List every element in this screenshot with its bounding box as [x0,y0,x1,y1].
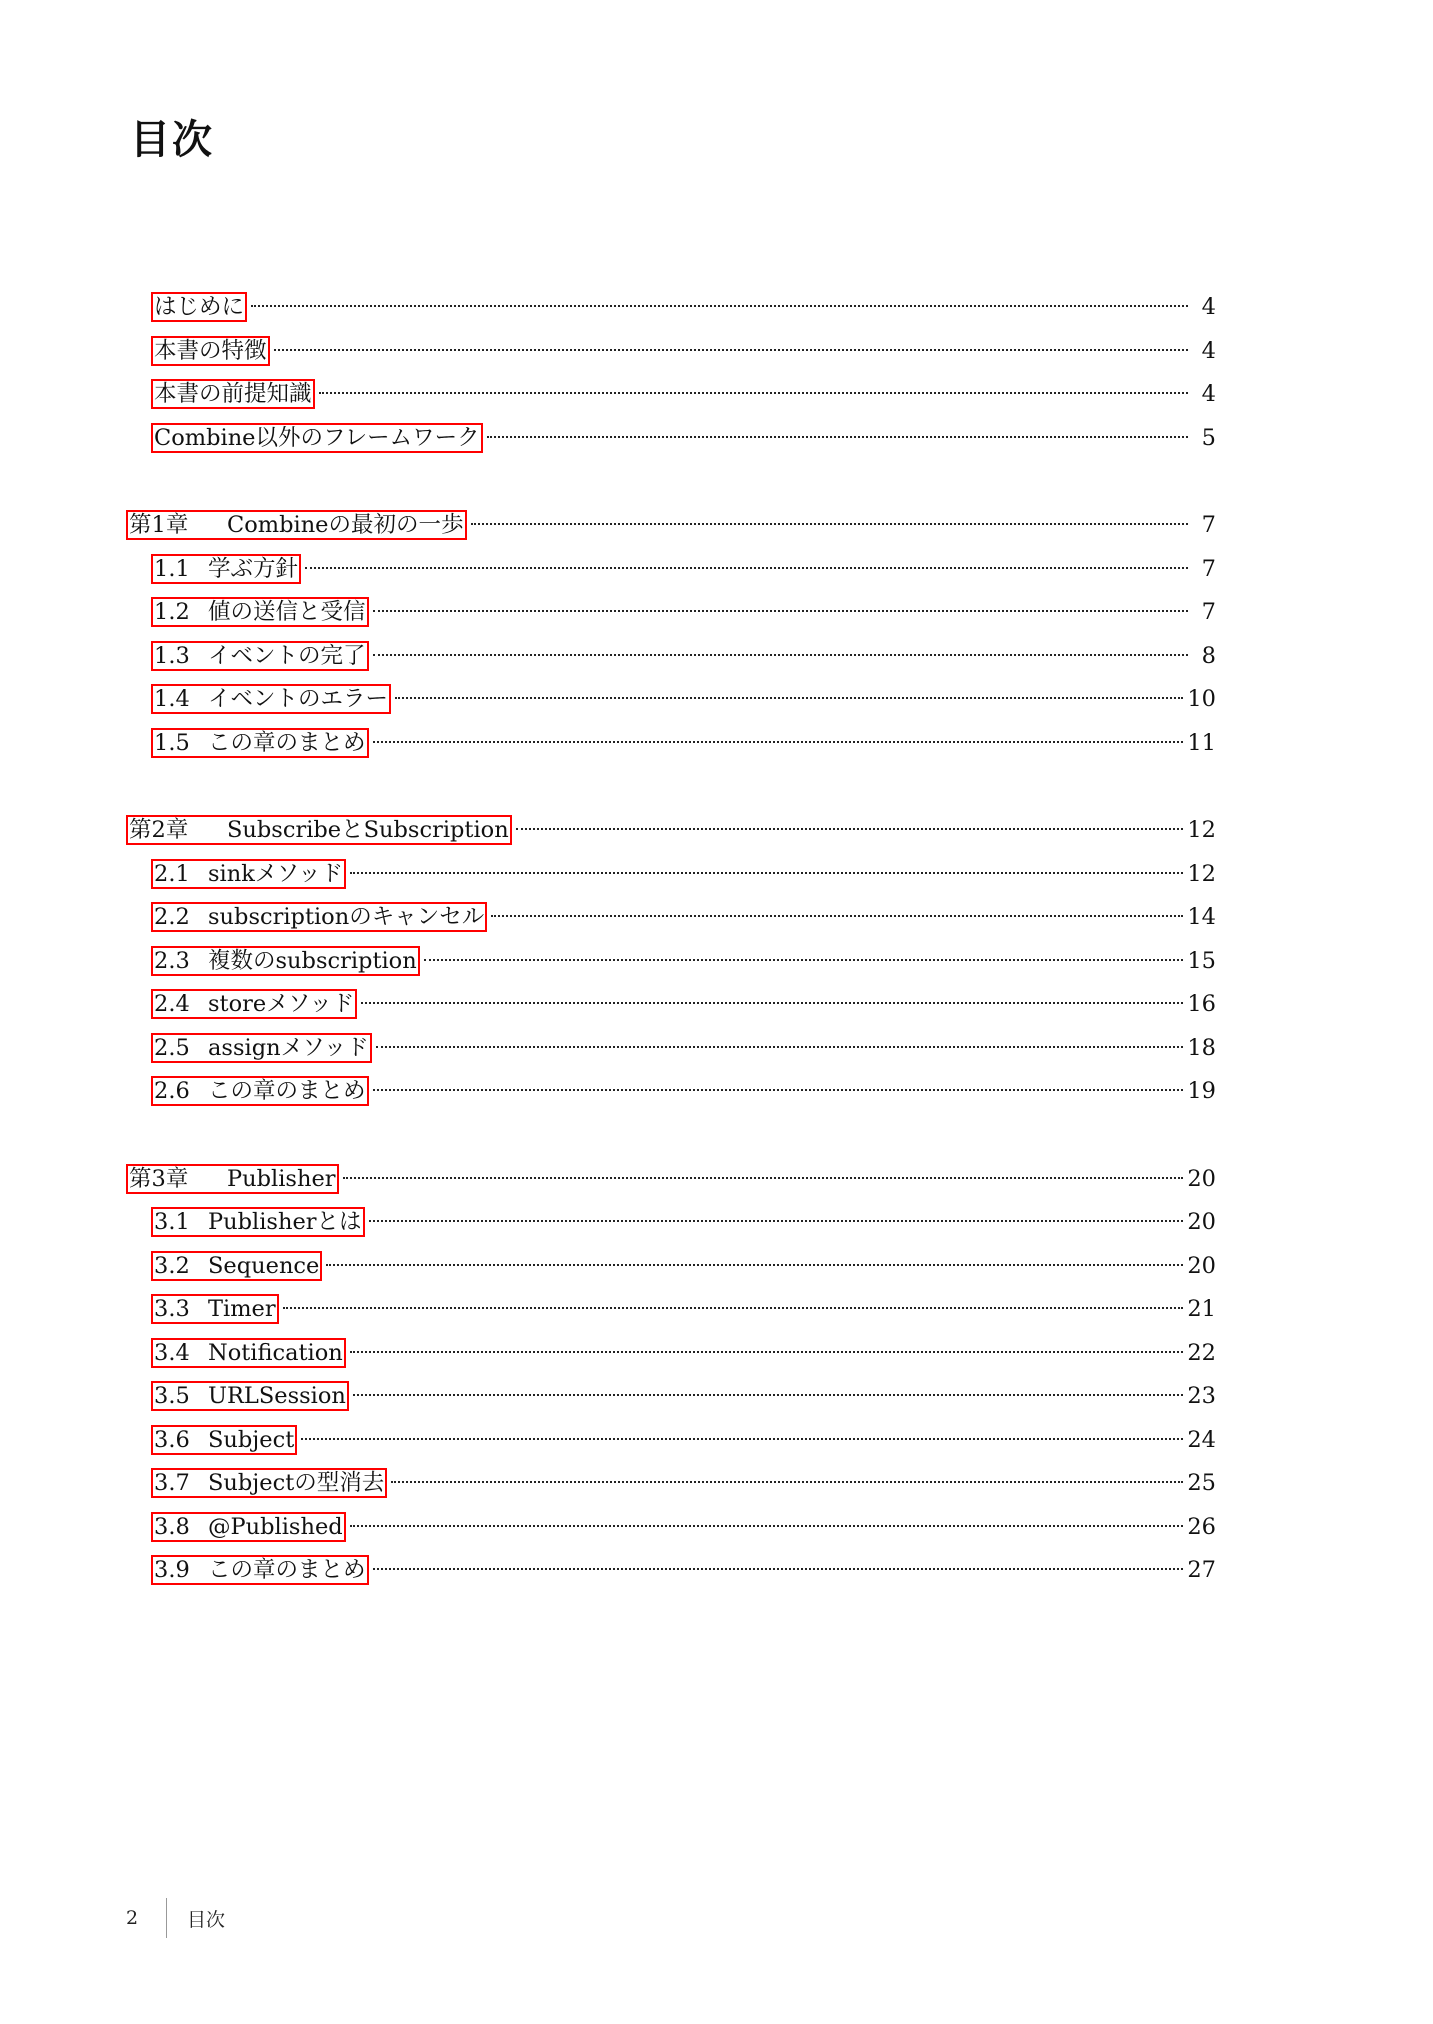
section-number: 1.1 [154,555,190,582]
toc-page-number: 7 [1201,512,1216,538]
section-title: Subjectの型消去 [208,1470,385,1496]
toc-row-section-1-3 [126,635,1216,679]
toc-page-number: 12 [1187,817,1216,843]
dot-leader [373,1089,1184,1091]
toc-link-section-1-1[interactable] [151,554,301,584]
section-title: Sequence [208,1252,320,1279]
section-title: Notification [208,1339,343,1366]
section-title: storeメソッド [208,991,355,1017]
section-title: @Published [208,1513,343,1540]
toc-row-section-3-9 [126,1549,1216,1593]
dot-leader [301,1438,1183,1440]
section-title: この章のまとめ [208,729,366,756]
toc-page-number: 21 [1187,1296,1216,1322]
toc-row-chapter-3 [126,1158,1216,1202]
section-number: 3.1 [154,1209,190,1235]
dot-leader [487,436,1188,438]
section-number: 3.7 [154,1470,190,1496]
footer-section-label: 目次 [187,1908,226,1931]
toc-link-section-1-3[interactable] [151,641,369,671]
section-number: 2.5 [154,1034,190,1061]
toc-row-section-2-4 [126,983,1216,1027]
toc-row-section-3-7 [126,1462,1216,1506]
dot-leader [343,1177,1184,1179]
dot-leader [391,1481,1183,1483]
section-number: 3.4 [154,1339,190,1366]
section-number: 3.9 [154,1557,190,1583]
toc-link-section-3-2[interactable] [151,1251,322,1281]
toc-page-number: 7 [1201,599,1216,625]
chapter-title: Combineの最初の一歩 [227,512,464,538]
toc-link-section-2-1[interactable] [151,859,346,889]
dot-leader [516,828,1184,830]
toc-link-section-3-1[interactable] [151,1207,365,1237]
toc-page-number: 7 [1201,555,1216,582]
toc-row-section-3-4 [126,1332,1216,1376]
section-title: 値の送信と受信 [208,599,366,625]
section-number: 3.3 [154,1296,190,1322]
toc-page-number: 25 [1187,1470,1216,1496]
dot-leader [274,349,1188,351]
toc-row-section-1-2 [126,591,1216,635]
section-number: 1.4 [154,686,190,712]
toc-page-number: 12 [1187,860,1216,887]
toc-page-number: 5 [1201,424,1216,451]
toc-link-section-3-4[interactable] [151,1338,346,1368]
toc-row-section-3-1 [126,1201,1216,1245]
toc-link-section-3-9[interactable] [151,1555,369,1585]
dot-leader [471,523,1188,525]
toc-row-section-2-6 [126,1070,1216,1114]
toc-page-number: 14 [1187,904,1216,930]
toc-link-section-2-6[interactable] [151,1076,369,1106]
toc-link-chapter-2[interactable] [126,815,512,845]
toc-page-number: 10 [1187,686,1216,712]
toc-link-section-2-3[interactable] [151,946,420,976]
toc-link-section-2-5[interactable] [151,1033,372,1063]
toc-row-section-3-2 [126,1245,1216,1289]
section-title: この章のまとめ [208,1557,366,1583]
toc-link-hajimeni[interactable] [151,292,247,322]
toc-row-chapter-2 [126,809,1216,853]
page-footer [126,1898,225,1938]
toc-page-number: 19 [1187,1078,1216,1104]
section-title: assignメソッド [208,1034,369,1061]
section-title: Publisherとは [208,1209,362,1235]
section-number: 1.2 [154,599,190,625]
toc-page-number: 4 [1201,294,1216,320]
dot-leader [395,697,1183,699]
toc-row-section-2-2 [126,896,1216,940]
dot-leader [369,1220,1184,1222]
section-title: sinkメソッド [208,860,344,887]
toc-page-number: 23 [1187,1383,1216,1409]
section-number: 2.3 [154,947,190,974]
toc-row-front-4 [126,417,1216,461]
toc-row-front-1 [126,286,1216,330]
toc-link-prerequisites[interactable] [151,379,315,409]
chapter-number: 第2章 [129,817,189,843]
toc-row-section-3-5 [126,1375,1216,1419]
section-title: URLSession [208,1383,346,1409]
toc-row-section-3-8 [126,1506,1216,1550]
toc-row-section-2-1 [126,853,1216,897]
section-title: subscriptionのキャンセル [208,904,485,930]
toc-row-chapter-1 [126,504,1216,548]
dot-leader [305,567,1188,569]
toc-link-section-1-2[interactable] [151,597,369,627]
toc-page-number: 11 [1187,729,1216,756]
toc-page-number: 4 [1201,337,1216,364]
toc-row-section-3-3 [126,1288,1216,1332]
toc-page-number: 4 [1201,381,1216,407]
toc-link-features[interactable] [151,336,270,366]
section-number: 2.1 [154,860,190,887]
chapter-title: Publisher [227,1165,336,1192]
toc-row-front-3 [126,373,1216,417]
dot-leader [251,305,1188,307]
toc-page-number: 20 [1187,1165,1216,1192]
toc-row-section-2-5 [126,1027,1216,1071]
toc-link-section-3-6[interactable] [151,1425,297,1455]
section-number: 3.6 [154,1426,190,1453]
dot-leader [350,1525,1184,1527]
footer-page-number: 2 [126,1907,139,1929]
section-title: 複数のsubscription [208,947,417,974]
dot-leader [350,872,1183,874]
section-number: 2.2 [154,904,190,930]
footer-divider [166,1898,167,1938]
chapter-number: 第1章 [129,512,189,538]
section-number: 2.6 [154,1078,190,1104]
toc-link-chapter-3[interactable] [126,1164,339,1194]
toc-entry-title: はじめに [154,294,245,320]
toc-spacer [126,460,1216,504]
dot-leader [424,959,1184,961]
toc-link-section-2-4[interactable] [151,989,357,1019]
toc-entry-title: 本書の前提知識 [154,381,312,407]
toc-row-section-1-4 [126,678,1216,722]
section-title: イベントのエラー [208,686,389,712]
dot-leader [373,610,1188,612]
dot-leader [373,741,1184,743]
section-title: イベントの完了 [208,642,366,669]
section-title: この章のまとめ [208,1078,366,1104]
toc-page-number: 18 [1187,1034,1216,1061]
section-title: Subject [208,1426,295,1453]
section-number: 1.3 [154,642,190,669]
toc-link-section-1-5[interactable] [151,728,369,758]
toc-spacer [126,1114,1216,1158]
toc-page-number: 24 [1187,1426,1216,1453]
toc-page-number: 22 [1187,1339,1216,1366]
dot-leader [491,915,1183,917]
table-of-contents [126,286,1216,1593]
toc-link-section-3-3[interactable] [151,1294,279,1324]
toc-link-section-1-4[interactable] [151,684,391,714]
chapter-number: 第3章 [129,1165,189,1192]
dot-leader [361,1002,1183,1004]
toc-page-number: 16 [1187,991,1216,1017]
dot-leader [373,1568,1184,1570]
toc-row-section-3-6 [126,1419,1216,1463]
toc-link-section-3-7[interactable] [151,1468,387,1498]
page-title: 目次 [130,116,214,163]
toc-row-section-2-3 [126,940,1216,984]
dot-leader [376,1046,1184,1048]
dot-leader [326,1264,1183,1266]
section-number: 1.5 [154,729,190,756]
toc-entry-title: 本書の特徴 [154,337,267,364]
section-number: 2.4 [154,991,190,1017]
toc-page-number: 26 [1187,1513,1216,1540]
chapter-title: SubscribeとSubscription [227,817,509,843]
section-number: 3.5 [154,1383,190,1409]
toc-link-section-3-5[interactable] [151,1381,349,1411]
dot-leader [283,1307,1184,1309]
toc-page-number: 8 [1201,642,1216,669]
toc-row-front-2 [126,330,1216,374]
toc-entry-title: Combine以外のフレームワーク [154,424,480,451]
section-number: 3.8 [154,1513,190,1540]
toc-link-section-3-8[interactable] [151,1512,346,1542]
toc-link-section-2-2[interactable] [151,902,487,932]
dot-leader [350,1351,1184,1353]
toc-page-number: 20 [1187,1209,1216,1235]
toc-page-number: 20 [1187,1252,1216,1279]
section-title: 学ぶ方針 [208,555,299,582]
toc-spacer [126,765,1216,809]
toc-link-other-frameworks[interactable] [151,423,483,453]
dot-leader [373,654,1188,656]
dot-leader [353,1394,1183,1396]
toc-row-section-1-5 [126,722,1216,766]
section-title: Timer [208,1296,276,1322]
toc-row-section-1-1 [126,548,1216,592]
dot-leader [319,392,1188,394]
toc-page-number: 15 [1187,947,1216,974]
toc-link-chapter-1[interactable] [126,510,467,540]
toc-page-number: 27 [1187,1557,1216,1583]
section-number: 3.2 [154,1252,190,1279]
